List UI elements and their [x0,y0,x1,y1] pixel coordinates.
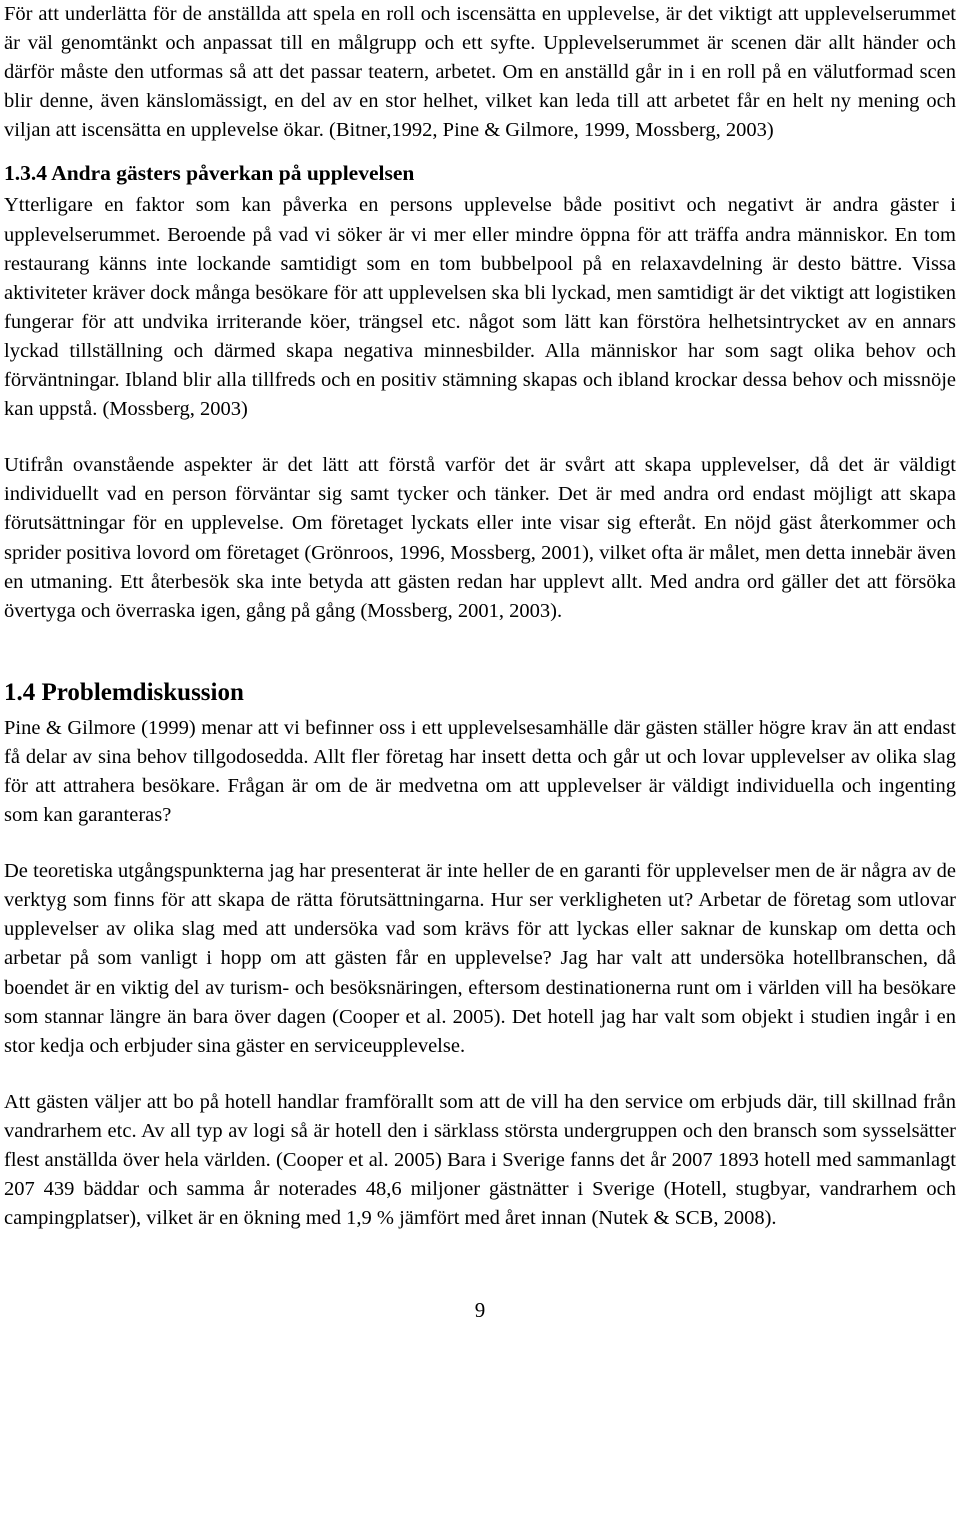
paragraph-hotel-statistics: Att gästen väljer att bo på hotell handlar framförallt som att de vill ha den service om erbjuds där, till skillnad från vandrarhem etc. Av all typ av logi så är hotell den i särklass största undergruppen och den bransch som sysselsätter flest anställda över hela världen. (Cooper et al. 2005) Bara i Sverige fanns det år 2007 1893 hotell med sammanlagt 207 439 bäddar och samma år noterades 48,6 miljoner gästnätter i Sverige (Hotell, stugbyar, vandrarhem och campingplatser), vilket är en ökning med 1,9 % jämfört med året innan (Nutek & SCB, 2008). [4,1090,956,1230]
paragraph-problem-discussion-2: De teoretiska utgångspunkterna jag har presenterat är inte heller de en garanti för upplevelser men de är några av de verktyg som finns för att skapa de rätta förutsättningarna. Hur ser verkligheten ut? Arbetar de företag som utlovar upplevelser av olika slag med att undersöka vad som krävs för att lyckas eller saknar de kunskap om detta och arbetar på som vanligt i hopp om att gästen får en upplevelse? Jag har valt att undersöka hotellbranschen, då boendet är en viktig del av turism- och besöksnäringen, eftersom destinationerna runt om i världen vill ha besökare som stannar längre än bara över dagen (Cooper et al. 2005). Det hotell jag har valt som objekt i studien ingår i en stor kedja och erbjuder sina gäster en serviceupplevelse. [4,860,956,1057]
paragraph-experience-room: För att underlätta för de anställda att spela en roll och iscensätta en upplevelse, är det viktigt att upplevelserummet är väl genomtänkt och anpassat till en målgrupp och ett syfte. Upplevelserummet är scenen där allt händer och därför måste den utformas så att det passar teatern, arbetet. Om en anställd går in i en roll på en välutformad scen blir denne, även känslomässigt, en del av en stor helhet, vilket kan leda till att arbetet får en helt ny mening och viljan att iscensätta en upplevelse ökar. (Bitner,1992, Pine & Gilmore, 1999, Mossberg, 2003) [4,3,956,142]
paragraph-gap [4,830,956,857]
page-number: 9 [474,1298,486,1323]
document-page [4,0,956,1537]
footer-gap [4,1233,956,1297]
paragraph-other-guests: Ytterligare en faktor som kan påverka en persons upplevelse både positivt och negativt är andra gäster i upplevelserummet. Beroende på vad vi söker är vi mer eller mindre öppna för att träffa andra människor. En tom restaurang känns inte lockande samtidigt som en tom bubbelpool på en relaxavdelning är desto bättre. Vissa aktiviteter kräver dock många besökare för att upplevelsen ska bli lyckad, men samtidigt är det viktigt att logistiken fungerar för att undvika irriterande köer, trängsel etc. något som lätt kan förstöra helhetsintrycket av en annars lyckad tillställning och därmed skapa negativa minnesbilder. Alla människor har som sagt olika behov och förväntningar. Ibland blir alla tillfreds och en positiv stämning skapas och ibland krockar dessa behov och missnöje kan uppstå. (Mossberg, 2003) [4,194,956,421]
heading-1-3-4: 1.3.4 Andra gästers påverkan på upplevelsen [4,161,415,186]
heading-1-4: 1.4 Problemdiskussion [4,678,244,706]
paragraph-gap [4,1061,956,1088]
paragraph-gap [4,424,956,451]
paragraph-problem-discussion-1: Pine & Gilmore (1999) menar att vi befinner oss i ett upplevelsesamhälle där gästen ställer högre krav än att endast få delar av sina behov tillgodosedda. Allt fler företag har insett detta och går ut och lovar upplevelser av olika slag för att attrahera besökare. Frågan är om de är medvetna om att upplevelser är väldigt individuella och ingenting som kan garanteras? [4,716,956,827]
paragraph-conclusion: Utifrån ovanstående aspekter är det lätt att förstå varför det är svårt att skapa upplevelser, då det är väldigt individuellt vad en person förväntar sig samt tycker och tänker. Det är med andra ord endast möjligt att skapa förutsättningar för en upplevelse. Om företaget lyckats eller inte visar sig efteråt. En nöjd gäst återkommer och sprider positiva lovord om företaget (Grönroos, 1996, Mossberg, 2001), vilket ofta är målet, men detta innebär även en utmaning. Ett återbesök ska inte betyda att gästen redan har upplevt allt. Med andra ord gäller det att försöka övertyga och överraska igen, gång på gång (Mossberg, 2001, 2003). [4,454,956,622]
section-gap [4,626,956,677]
